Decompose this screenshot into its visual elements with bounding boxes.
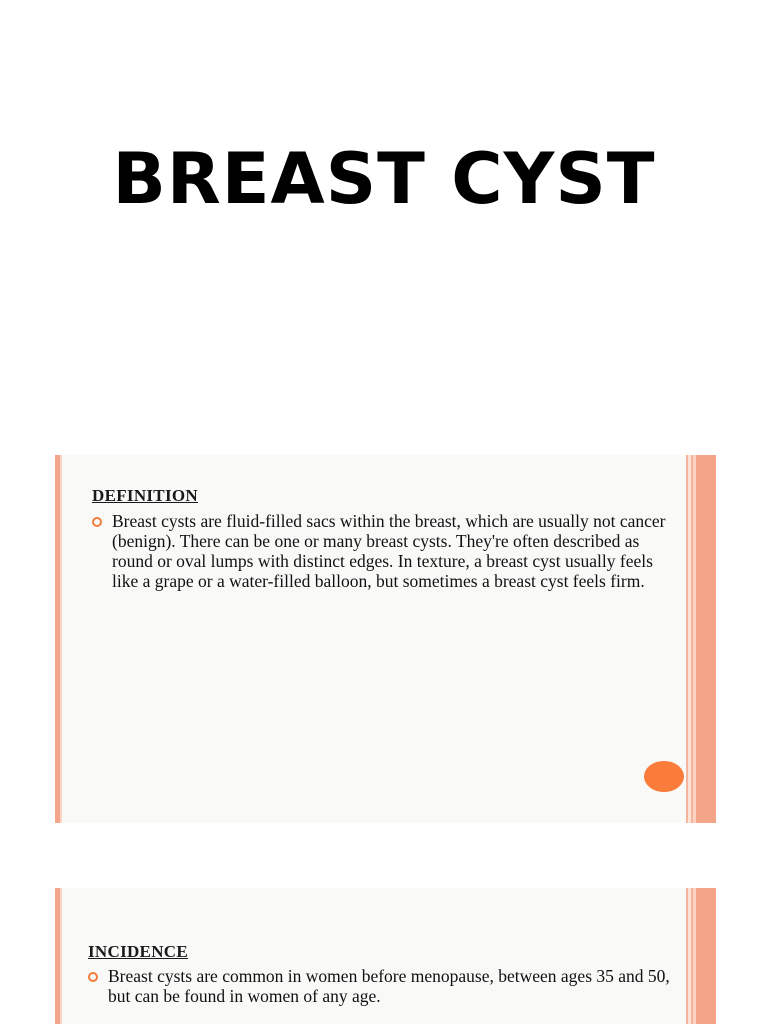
- slide-left-accent-bar: [55, 455, 60, 823]
- bullet-text: Breast cysts are fluid-filled sacs within the breast, which are usually not cancer (benign). There can be one or many breast cysts. They're often described as round or oval lumps with distinct edges. In texture, a breast cyst usually feels like a grape or a water-filled balloon, but sometimes a breast cyst feels firm.: [112, 511, 666, 591]
- slide-definition: [55, 455, 716, 823]
- bullet-item: [92, 511, 682, 591]
- slide-right-stripes: [686, 888, 716, 1024]
- slide-incidence: [55, 888, 716, 1024]
- bullet-item: [88, 966, 678, 1006]
- document-title: BREAST CYST: [112, 138, 656, 220]
- bullet-text: Breast cysts are common in women before menopause, between ages 35 and 50, but can be found in women of any age.: [108, 966, 670, 1006]
- bullet-circle-icon: [88, 972, 98, 982]
- slide-left-accent-bar: [55, 888, 60, 1024]
- slide-right-stripes: [686, 455, 716, 823]
- slide-heading: DEFINITION: [92, 486, 198, 505]
- orange-circle-decoration: [644, 761, 684, 792]
- slide-heading: INCIDENCE: [88, 942, 188, 961]
- bullet-circle-icon: [92, 517, 102, 527]
